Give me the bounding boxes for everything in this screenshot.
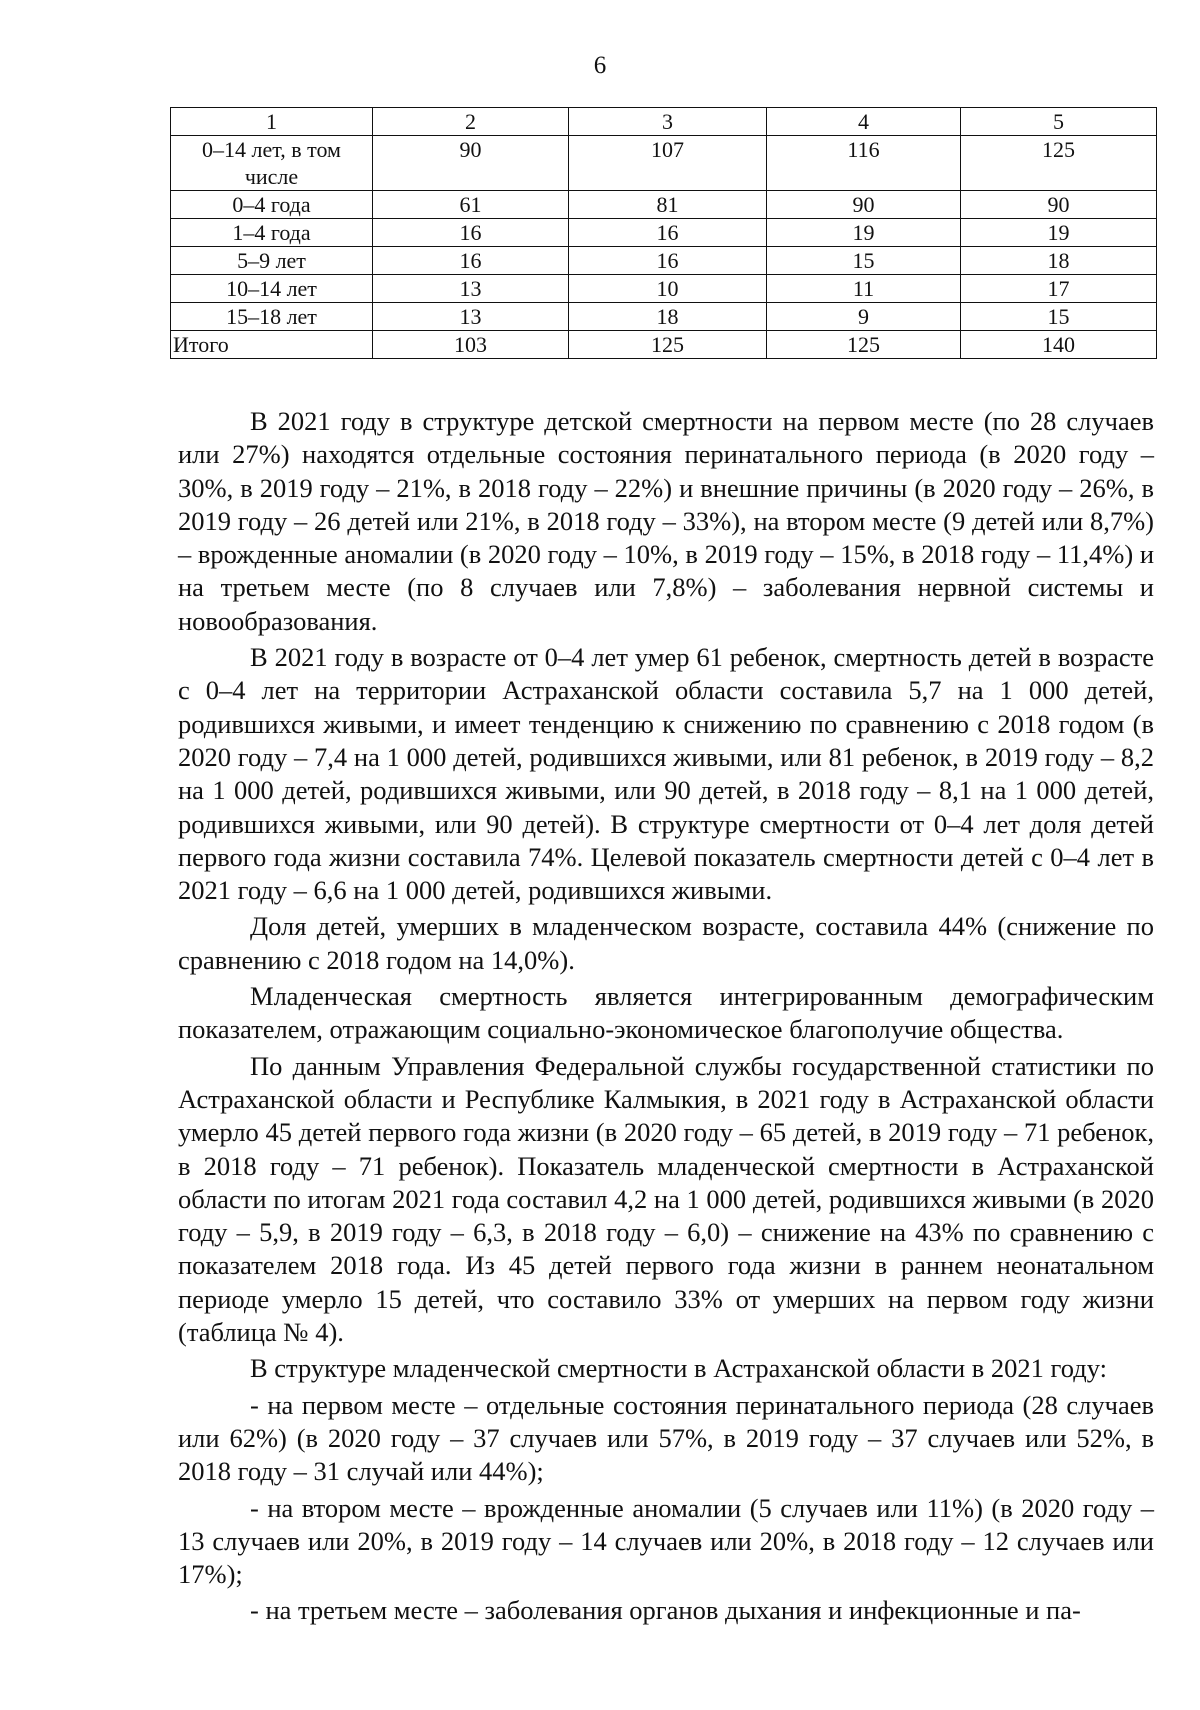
paragraph: В 2021 году в структуре детской смертности на первом месте (по 28 случаев или 27%) находятся отдельные состояния перинатального периода (в 2020 году – 30%, в 2019 году – 21%, в 2018 году – 22%) и внешние причины (в 2020 году – 26%, в 2019 году – 26 детей или 21%, в 2018 году – 33%), на втором месте (9 детей или 8,7%) – врожденные аномалии (в 2020 году – 10%, в 2019 году – 15%, в 2018 году – 11,4%) и на третьем месте (по 8 случаев или 7,8%) – заболевания нервной системы и новообразования.: [178, 406, 1154, 636]
table-cell: 19: [961, 219, 1157, 247]
table-cell: 10: [569, 275, 767, 303]
table-cell-label: 0–4 года: [171, 191, 373, 219]
page-number: 6: [593, 52, 607, 79]
table-header-cell: 2: [373, 108, 569, 136]
table-header-cell: 3: [569, 108, 767, 136]
table-cell: 9: [767, 303, 961, 331]
list-item: - на третьем месте – заболевания органов дыхания и инфекционные и па-: [250, 1595, 1081, 1626]
paragraph: Доля детей, умерших в младенческом возрасте, составила 44% (снижение по сравнению с 2018 годом на 14,0%).: [178, 911, 1154, 975]
table-cell: 81: [569, 191, 767, 219]
table-row: [171, 247, 1157, 275]
table-header-row: [171, 108, 1157, 136]
table-cell: 90: [961, 191, 1157, 219]
table-cell: 140: [961, 331, 1157, 359]
table-row: [171, 191, 1157, 219]
table-header-cell: 1: [171, 108, 373, 136]
table-cell-label: 15–18 лет: [171, 303, 373, 331]
table-cell: 125: [961, 136, 1157, 191]
table-cell: 125: [569, 331, 767, 359]
table-cell: 61: [373, 191, 569, 219]
table-cell: 116: [767, 136, 961, 191]
table-row: [171, 275, 1157, 303]
paragraph: В 2021 году в возрасте от 0–4 лет умер 61 ребенок, смертность детей в возрасте с 0–4 лет на территории Астраханской области составила 5,7 на 1 000 детей, родившихся живыми, и имеет тенденцию к снижению по сравнению с 2018 годом (в 2020 году – 7,4 на 1 000 детей, родившихся живыми, или 81 ребенок, в 2019 году – 8,2 на 1 000 детей, родившихся живыми, или 90 детей, в 2018 году – 8,1 на 1 000 детей, родившихся живыми, или 90 детей). В структуре смертности от 0–4 лет доля детей первого года жизни составила 74%. Целевой показатель смертности детей с 0–4 лет в 2021 году – 6,6 на 1 000 детей, родившихся живыми.: [178, 642, 1154, 906]
table-header-cell: 5: [961, 108, 1157, 136]
table-cell-label: 10–14 лет: [171, 275, 373, 303]
table-total-row: [171, 331, 1157, 359]
table-cell: 15: [767, 247, 961, 275]
table-cell: 90: [373, 136, 569, 191]
table-cell: 90: [767, 191, 961, 219]
table-cell: 18: [961, 247, 1157, 275]
table-cell: 17: [961, 275, 1157, 303]
paragraph: Младенческая смертность является интегрированным демографическим показателем, отражающим социально-экономическое благополучие общества.: [178, 981, 1154, 1045]
table-cell: 15: [961, 303, 1157, 331]
paragraph: В структуре младенческой смертности в Астраханской области в 2021 году:: [250, 1353, 1107, 1384]
table-cell-label: Итого: [171, 331, 373, 359]
table-row: [171, 219, 1157, 247]
table-cell: 125: [767, 331, 961, 359]
paragraph: По данным Управления Федеральной службы государственной статистики по Астраханской области и Республике Калмыкия, в 2021 году в Астраханской области умерло 45 детей первого года жизни (в 2020 году – 65 детей, в 2019 году – 71 ребенок, в 2018 году – 71 ребенок). Показатель младенческой смертности в Астраханской области по итогам 2021 года составил 4,2 на 1 000 детей, родившихся живыми (в 2020 году – 5,9, в 2019 году – 6,3, в 2018 году – 6,0) – снижение на 43% по сравнению с показателем 2018 года. Из 45 детей первого года жизни в раннем неонатальном периоде умерло 15 детей, что составило 33% от умерших на первом году жизни (таблица № 4).: [178, 1050, 1154, 1348]
table-cell: 18: [569, 303, 767, 331]
table-cell: 16: [569, 247, 767, 275]
table-row: [171, 136, 1157, 191]
table-cell: 103: [373, 331, 569, 359]
table-cell-label: 5–9 лет: [171, 247, 373, 275]
table-cell-label: 0–14 лет, в том числе: [171, 136, 373, 191]
mortality-table: [170, 107, 1157, 359]
list-item: - на втором месте – врожденные аномалии (5 случаев или 11%) (в 2020 году – 13 случаев или 20%, в 2019 году – 14 случаев или 20%, в 2018 году – 12 случаев или 17%);: [178, 1492, 1154, 1590]
table-cell: 107: [569, 136, 767, 191]
table-cell: 16: [373, 219, 569, 247]
table-cell: 13: [373, 303, 569, 331]
document-body: [178, 405, 1154, 1631]
table-row: [171, 303, 1157, 331]
table-cell: 11: [767, 275, 961, 303]
table-cell: 16: [569, 219, 767, 247]
table-cell-label: 1–4 года: [171, 219, 373, 247]
table-header-cell: 4: [767, 108, 961, 136]
table-cell: 16: [373, 247, 569, 275]
list-item: - на первом месте – отдельные состояния перинатального периода (28 случаев или 62%) (в 2020 году – 37 случаев или 57%, в 2019 году – 37 случаев или 52%, в 2018 году – 31 случай или 44%);: [178, 1389, 1154, 1487]
table-cell: 19: [767, 219, 961, 247]
table-cell: 13: [373, 275, 569, 303]
